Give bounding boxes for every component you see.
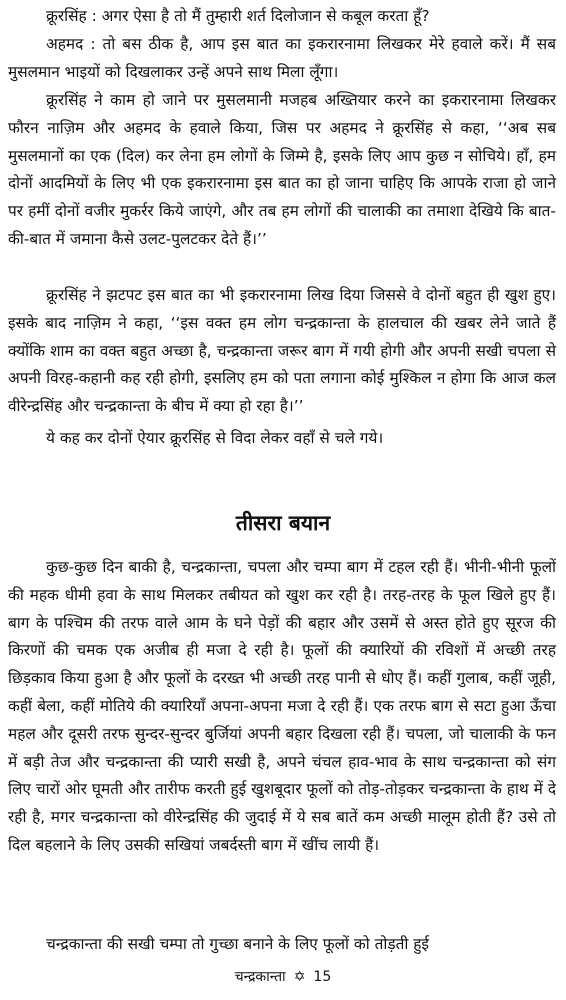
paragraph: क्रूरसिंह : अगर ऐसा है तो मैं तुम्हारी शर्त दिलोजान से कबूल करता हूँ? — [46, 7, 430, 25]
chapter-heading: तीसरा बयान — [235, 511, 331, 535]
page-number: 15 — [313, 969, 332, 985]
star-ornament-icon: ✡ — [293, 969, 306, 985]
paragraph: कुछ-कुछ दिन बाकी है, चन्द्रकान्ता, चपला और चम्पा बाग में टहल रही हैं। भीनी-भीनी फूलों की महक धीमी हवा के साथ मिलकर तबीयत को खुश कर रही है। तरह-तरह के फूल खिले हुए हैं। बाग के पश्चिम की तरफ वाले आम के घने पेड़ों की बहार और उसमें से अस्त होते हुए सूरज की किरणों की चमक एक अजीब ही मजा दे रही है। फूलों की क्यारियों की रविशों में अच्छी तरह छिड़काव किया हुआ है और फूलों के दरख्त भी अच्छी तरह पानी से धोए हैं। कहीं गुलाब, कहीं जूही, कहीं बेला, कहीं मोतिये की क्यारियाँ अपना-अपना मजा दे रही हैं। एक तरफ बाग से सटा हुआ ऊँचा महल और दूसरी तरफ सुन्दर-सुन्दर बुर्जियां अपनी बहार दिखला रही हैं। चपला, जो चालाकी के फन में बड़ी तेज और चन्द्रकान्ता की प्यारी सखी है, अपने चंचल हाव-भाव के साथ चन्द्रकान्ता को संग लिए चारों ओर घूमती और तारीफ करती हुई खुशबूदार फूलों को तोड़-तोड़कर चन्द्रकान्ता के हाथ में दे रही है, मगर चन्द्रकान्ता को वीरेन्द्रसिंह की जुदाई में ये सब बातें कम अच्छी मालूम होती हैं? उसे तो दिल बहलाने के लिए उसकी सखियां जबर्दस्ती बाग में खींच लायी हैं। — [8, 558, 556, 854]
page-footer — [0, 966, 566, 988]
paragraph: ये कह कर दोनों ऐयार क्रूरसिंह से विदा लेकर वहाँ से चले गये। — [46, 429, 384, 447]
paragraph: क्रूरसिंह ने काम हो जाने पर मुसलमानी मजहब अख्तियार करने का इकरारनामा लिखकर फौरन नाज़िम और अहमद के हवाले किया, जिस पर अहमद ने क्रूरसिंह से कहा, ‘‘अब सब मुसलमानों का एक (दिल) कर लेना हम लोगों के जिम्मे है, इसके लिए आप कुछ न सोचिये। हाँ, हम दोनों आदमियों के लिए भी एक इकरारनामा इस बात का हो जाना चाहिए कि आपके राजा हो जाने पर हमीं दोनों वजीर मुकर्रर किये जाएंगे, और तब हम लोगों की चालाकी का तमाशा देखिये कि बात-की-बात में जमाना कैसे उलट-पुलटकर देते हैं।’’ — [8, 91, 556, 248]
paragraph: क्रूरसिंह ने झटपट इस बात का भी इकरारनामा लिख दिया जिससे वे दोनों बहुत ही खुश हुए। इसके बाद नाज़िम ने कहा, ‘‘इस वक्त हम लोग चन्द्रकान्ता के हालचाल की खबर लेने जाते हैं क्योंकि शाम का वक्त बहुत अच्छा है, चन्द्रकान्ता जरूर बाग में गयी होगी और अपनी सखी चपला से अपनी विरह-कहानी कह रही होगी, इसलिए हम को पता लगाना कोई मुश्किल न होगा कि आज कल वीरेन्द्रसिंह और चन्द्रकान्ता के बीच में क्या हो रहा है।’’ — [8, 286, 556, 416]
paragraph: अहमद : तो बस ठीक है, आप इस बात का इकरारनामा लिखकर मेरे हवाले करें। मैं सब मुसलमान भाइयों को दिखलाकर उन्हें अपने साथ मिला लूँगा। — [8, 35, 556, 81]
paragraph: चन्द्रकान्ता की सखी चम्पा तो गुच्छा बनाने के लिए फूलों को तोड़ती हुई — [46, 935, 429, 953]
footer-book-title: चन्द्रकान्ता — [234, 969, 286, 985]
